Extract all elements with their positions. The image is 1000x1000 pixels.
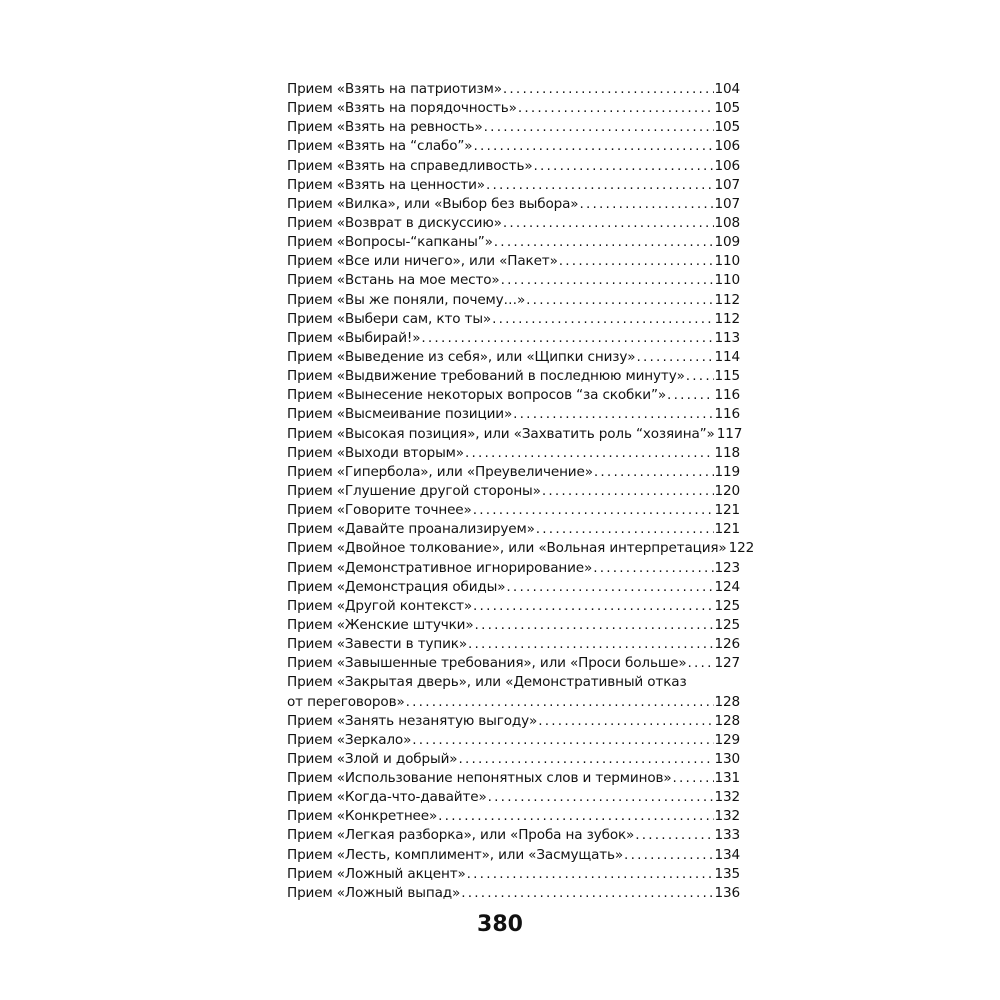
toc-entry-title: Прием «Демонстрация обиды» — [287, 578, 506, 595]
toc-entry-title: Прием «Взять на патриотизм» — [287, 81, 502, 97]
toc-entry-line — [287, 807, 740, 826]
toc-entry — [287, 80, 740, 99]
toc-entry-page: 123 — [714, 559, 740, 576]
toc-entry — [287, 559, 740, 578]
toc-leader-dots — [559, 252, 714, 271]
toc-leader-dots — [533, 157, 713, 176]
toc-entry-title: Прием «Взять на ценности» — [287, 176, 485, 193]
toc-entry-title: Прием «Взять на ревность» — [287, 119, 483, 136]
toc-entry-line — [287, 233, 740, 252]
toc-leader-dots — [488, 788, 714, 807]
toc-leader-dots — [506, 578, 713, 597]
toc-entry-line — [287, 693, 740, 712]
toc-leader-dots — [513, 405, 713, 424]
toc-leader-dots — [667, 386, 713, 405]
toc-entry-title: Прием «Взять на порядочность» — [287, 100, 517, 117]
toc-entry-page: 131 — [714, 770, 740, 787]
toc-entry-title: Прием «Выбирай!» — [287, 329, 421, 346]
toc-leader-dots — [503, 80, 714, 99]
toc-entry — [287, 214, 740, 233]
toc-entry — [287, 826, 740, 845]
toc-entry-page: 112 — [714, 310, 740, 327]
toc-entry-page: 127 — [714, 655, 740, 672]
toc-entry — [287, 310, 740, 329]
toc-entry-title: Прием «Лесть, комплимент», или «Засмущать» — [287, 846, 624, 863]
toc-entry — [287, 846, 740, 865]
toc-leader-dots — [635, 826, 713, 845]
toc-leader-dots — [461, 884, 713, 903]
toc-leader-dots — [473, 597, 713, 616]
toc-entry — [287, 597, 740, 616]
toc-entry-title: Прием «Когда-что-давайте» — [287, 789, 487, 806]
toc-leader-dots — [484, 118, 714, 137]
toc-entry-title: Прием «Взять на “слабо”» — [287, 138, 473, 155]
toc-entry-line — [287, 195, 740, 214]
page-number: 380 — [477, 912, 523, 937]
toc-entry — [287, 750, 740, 769]
toc-entry-title: Прием «Высокая позиция», или «Захватить роль “хозяина”» — [287, 425, 715, 442]
toc-entry-title: Прием «Выбери сам, кто ты» — [287, 310, 492, 327]
toc-entry-page: 135 — [714, 865, 740, 882]
toc-entry — [287, 616, 740, 635]
toc-entry-page: 116 — [714, 387, 740, 404]
toc-leader-dots — [406, 693, 714, 712]
toc-entry-title: Прием «Высмеивание позиции» — [287, 406, 513, 423]
toc-entry-title: Прием «Закрытая дверь», или «Демонстративный отказ — [287, 674, 687, 691]
toc-entry-page: 117 — [716, 425, 743, 442]
toc-entry-line — [287, 578, 740, 597]
toc-leader-dots — [412, 731, 713, 750]
toc-entry — [287, 195, 740, 214]
toc-entry — [287, 578, 740, 597]
toc-entry-line — [287, 252, 740, 271]
toc-entry-line — [287, 597, 740, 616]
toc-leader-dots — [492, 310, 713, 329]
toc-leader-dots — [473, 137, 713, 156]
toc-entry-line — [287, 884, 740, 903]
toc-leader-dots — [468, 635, 713, 654]
toc-entry — [287, 673, 740, 711]
toc-entry-page: 113 — [714, 329, 740, 346]
toc-entry — [287, 271, 740, 290]
toc-entry-page: 105 — [714, 119, 740, 136]
toc-entry-title: Прием «Вы же поняли, почему…» — [287, 291, 526, 308]
toc-leader-dots — [538, 712, 713, 731]
toc-entry-line — [287, 329, 740, 348]
toc-leader-dots — [494, 233, 714, 252]
toc-entry-title: Прием «Завышенные требования», или «Проси больше» — [287, 655, 687, 672]
toc-leader-dots — [467, 865, 714, 884]
toc-entry-page: 125 — [714, 597, 740, 614]
toc-leader-dots — [636, 348, 713, 367]
toc-entry — [287, 348, 740, 367]
toc-entry-title: Прием «Вилка», или «Выбор без выбора» — [287, 195, 579, 212]
toc-entry-page: 129 — [714, 731, 740, 748]
toc-entry-line — [287, 865, 740, 884]
toc-entry-page: 118 — [714, 444, 740, 461]
toc-entry — [287, 252, 740, 271]
toc-entry-line — [287, 137, 740, 156]
toc-entry — [287, 482, 740, 501]
toc-entry-line — [287, 463, 740, 482]
toc-entry — [287, 884, 740, 903]
toc-entry-line — [287, 444, 740, 463]
toc-entry-title: Прием «Злой и добрый» — [287, 750, 458, 767]
toc-entry-line — [287, 731, 740, 750]
toc-entry-title: от переговоров» — [287, 693, 405, 710]
toc-entry-page: 132 — [714, 808, 740, 825]
toc-entry-title: Прием «Говорите точнее» — [287, 502, 472, 519]
toc-leader-dots — [458, 750, 713, 769]
toc-entry-title: Прием «Демонстративное игнорирование» — [287, 559, 593, 576]
toc-entry-page: 110 — [714, 272, 740, 289]
toc-entry — [287, 712, 740, 731]
toc-leader-dots — [486, 176, 714, 195]
toc-entry-page: 116 — [714, 406, 740, 423]
toc-entry-page: 133 — [714, 827, 740, 844]
toc-leader-dots — [501, 271, 714, 290]
toc-entry-line — [287, 826, 740, 845]
table-of-contents — [287, 80, 755, 903]
toc-entry — [287, 386, 740, 405]
toc-entry-title: Прием «Двойное толкование», или «Вольная интерпретация» — [287, 540, 727, 557]
toc-entry-title: Прием «Вынесение некоторых вопросов “за скобки”» — [287, 387, 667, 404]
toc-leader-dots — [593, 559, 713, 578]
toc-entry — [287, 137, 740, 156]
toc-entry — [287, 501, 740, 520]
toc-entry-page: 121 — [714, 502, 740, 519]
toc-leader-dots — [688, 654, 714, 673]
toc-leader-dots — [579, 195, 713, 214]
toc-entry-title: Прием «Выходи вторым» — [287, 444, 464, 461]
toc-entry-line — [287, 405, 740, 424]
toc-entry-line — [287, 712, 740, 731]
toc-entry-page: 119 — [714, 463, 740, 480]
toc-entry-line — [287, 520, 740, 539]
toc-entry-title: Прием «Все или ничего», или «Пакет» — [287, 253, 558, 270]
toc-leader-dots — [421, 329, 713, 348]
toc-entry-line — [287, 635, 740, 654]
toc-leader-dots — [475, 616, 714, 635]
toc-entry-title: Прием «Зеркало» — [287, 731, 412, 748]
toc-entry-title: Прием «Занять незанятую выгоду» — [287, 712, 538, 729]
toc-entry-page: 105 — [714, 100, 740, 117]
toc-entry-line — [287, 559, 740, 578]
toc-entry-line — [287, 348, 740, 367]
toc-entry — [287, 635, 740, 654]
toc-entry-page: 109 — [714, 234, 740, 251]
toc-entry-title: Прием «Конкретнее» — [287, 808, 438, 825]
toc-entry-page: 128 — [714, 693, 740, 710]
toc-entry — [287, 654, 740, 673]
toc-entry-line — [287, 788, 740, 807]
toc-entry — [287, 865, 740, 884]
toc-entry-line — [287, 654, 740, 673]
toc-entry — [287, 788, 740, 807]
toc-entry-line — [287, 118, 740, 137]
toc-entry-line — [287, 176, 740, 195]
toc-entry-line — [287, 501, 740, 520]
toc-entry — [287, 425, 743, 444]
toc-entry — [287, 769, 740, 788]
toc-entry-page: 104 — [714, 81, 740, 97]
toc-leader-dots — [594, 463, 714, 482]
toc-entry-page: 122 — [728, 540, 755, 557]
toc-entry-page: 124 — [714, 578, 740, 595]
toc-entry-line — [287, 291, 740, 310]
toc-leader-dots — [542, 482, 714, 501]
toc-entry — [287, 99, 740, 118]
toc-leader-dots — [518, 99, 714, 118]
toc-entry-page: 130 — [714, 750, 740, 767]
toc-entry-page: 114 — [714, 348, 740, 365]
toc-entry-line — [287, 539, 755, 558]
toc-leader-dots — [473, 501, 714, 520]
toc-leader-dots — [526, 291, 713, 310]
toc-entry-page: 107 — [714, 176, 740, 193]
toc-entry-line — [287, 673, 740, 692]
toc-entry — [287, 520, 740, 539]
toc-entry-title: Прием «Глушение другой стороны» — [287, 482, 541, 499]
toc-entry — [287, 539, 755, 558]
toc-entry-page: 106 — [714, 157, 740, 174]
toc-entry — [287, 463, 740, 482]
toc-leader-dots — [673, 769, 714, 788]
toc-entry-page: 107 — [714, 195, 740, 212]
toc-entry-page: 126 — [714, 636, 740, 653]
toc-entry-title: Прием «Выведение из себя», или «Щипки снизу» — [287, 348, 636, 365]
toc-entry-line — [287, 386, 740, 405]
toc-entry-title: Прием «Завести в тупик» — [287, 636, 468, 653]
toc-entry-line — [287, 99, 740, 118]
toc-entry-line — [287, 80, 740, 99]
toc-entry-title: Прием «Ложный акцент» — [287, 865, 466, 882]
toc-entry — [287, 731, 740, 750]
toc-leader-dots — [465, 444, 714, 463]
toc-entry-page: 121 — [714, 521, 740, 538]
toc-leader-dots — [624, 846, 713, 865]
toc-entry-page: 128 — [714, 712, 740, 729]
toc-entry-title: Прием «Выдвижение требований в последнюю минуту» — [287, 368, 685, 385]
toc-entry-title: Прием «Легкая разборка», или «Проба на зубок» — [287, 827, 635, 844]
toc-entry — [287, 807, 740, 826]
toc-entry-line — [287, 846, 740, 865]
toc-entry-line — [287, 425, 743, 444]
toc-leader-dots — [536, 520, 714, 539]
toc-entry-line — [287, 214, 740, 233]
toc-leader-dots — [438, 807, 713, 826]
toc-entry-line — [287, 271, 740, 290]
toc-entry-title: Прием «Взять на справедливость» — [287, 157, 533, 174]
toc-leader-dots — [686, 367, 714, 386]
toc-entry — [287, 444, 740, 463]
toc-leader-dots — [503, 214, 714, 233]
toc-entry-page: 136 — [714, 884, 740, 901]
toc-entry — [287, 405, 740, 424]
toc-entry-line — [287, 750, 740, 769]
toc-entry-title: Прием «Давайте проанализируем» — [287, 521, 535, 538]
toc-entry-line — [287, 367, 740, 386]
toc-entry-title: Прием «Женские штучки» — [287, 616, 474, 633]
toc-entry — [287, 176, 740, 195]
toc-entry-title: Прием «Другой контекст» — [287, 597, 473, 614]
toc-entry — [287, 233, 740, 252]
toc-entry-line — [287, 157, 740, 176]
toc-entry-title: Прием «Возврат в дискуссию» — [287, 214, 502, 231]
toc-entry-title: Прием «Ложный выпад» — [287, 884, 461, 901]
toc-entry — [287, 329, 740, 348]
toc-entry-line — [287, 616, 740, 635]
toc-entry-page: 120 — [714, 482, 740, 499]
toc-entry-page: 106 — [714, 138, 740, 155]
toc-entry-page: 108 — [714, 214, 740, 231]
toc-entry — [287, 118, 740, 137]
toc-entry — [287, 367, 740, 386]
toc-entry-line — [287, 769, 740, 788]
toc-entry-title: Прием «Встань на мое место» — [287, 272, 500, 289]
toc-entry-page: 112 — [714, 291, 740, 308]
toc-entry — [287, 291, 740, 310]
toc-entry-page: 110 — [714, 253, 740, 270]
toc-entry-title: Прием «Гипербола», или «Преувеличение» — [287, 463, 593, 480]
toc-entry-title: Прием «Вопросы-“капканы”» — [287, 234, 493, 251]
toc-entry-page: 115 — [714, 368, 740, 385]
toc-entry-title: Прием «Использование непонятных слов и терминов» — [287, 770, 672, 787]
toc-entry-page: 132 — [714, 789, 740, 806]
toc-entry-line — [287, 310, 740, 329]
toc-entry-line — [287, 482, 740, 501]
toc-entry — [287, 157, 740, 176]
toc-entry-page: 125 — [714, 616, 740, 633]
toc-entry-page: 134 — [714, 846, 740, 863]
